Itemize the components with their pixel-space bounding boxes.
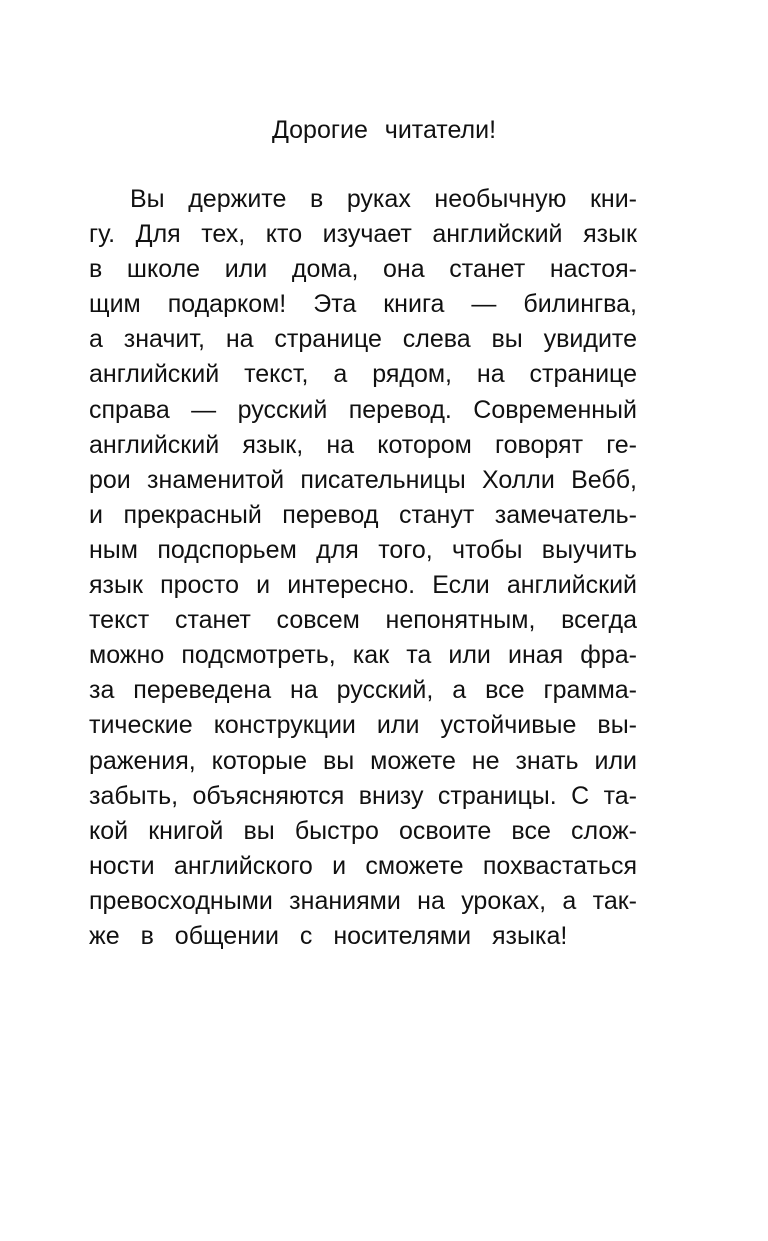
text-line: текст станет совсем непонятным, всегда — [89, 606, 637, 635]
page-title: Дорогие читатели! — [271, 116, 497, 144]
text-line: рои знаменитой писательницы Холли Вебб, — [89, 465, 637, 494]
text-line: за переведена на русский, а все грамма- — [89, 676, 637, 705]
text-line: в школе или дома, она станет настоя- — [89, 255, 637, 284]
text-line: кой книгой вы быстро освоите все слож- — [89, 816, 637, 845]
text-line: же в общении с носителями языка! — [89, 921, 568, 950]
text-line: ности английского и сможете похвастаться — [89, 851, 637, 880]
text-line: превосходными знаниями на уроках, а так- — [89, 886, 637, 915]
text-line: справа — русский перевод. Современный — [89, 395, 637, 424]
text-line: ражения, которые вы можете не знать или — [89, 746, 637, 775]
text-line: Вы держите в руках необычную кни- — [130, 185, 637, 213]
text-line: можно подсмотреть, как та или иная фра- — [89, 641, 637, 670]
text-line: язык просто и интересно. Если английский — [89, 571, 637, 600]
text-line: тические конструкции или устойчивые вы- — [89, 711, 637, 740]
intro-paragraph — [89, 182, 637, 954]
text-line: и прекрасный перевод станут замечатель- — [89, 500, 637, 529]
text-line: забыть, объясняются внизу страницы. С та- — [89, 781, 637, 810]
text-line: а значит, на странице слева вы увидите — [89, 325, 637, 354]
text-line: гу. Для тех, кто изучает английский язык — [89, 220, 637, 249]
text-line: английский язык, на котором говорят ге- — [89, 430, 637, 459]
text-line: щим подарком! Эта книга — билингва, — [89, 290, 637, 319]
text-line: английский текст, а рядом, на странице — [89, 360, 637, 389]
text-line: ным подспорьем для того, чтобы выучить — [89, 535, 637, 564]
